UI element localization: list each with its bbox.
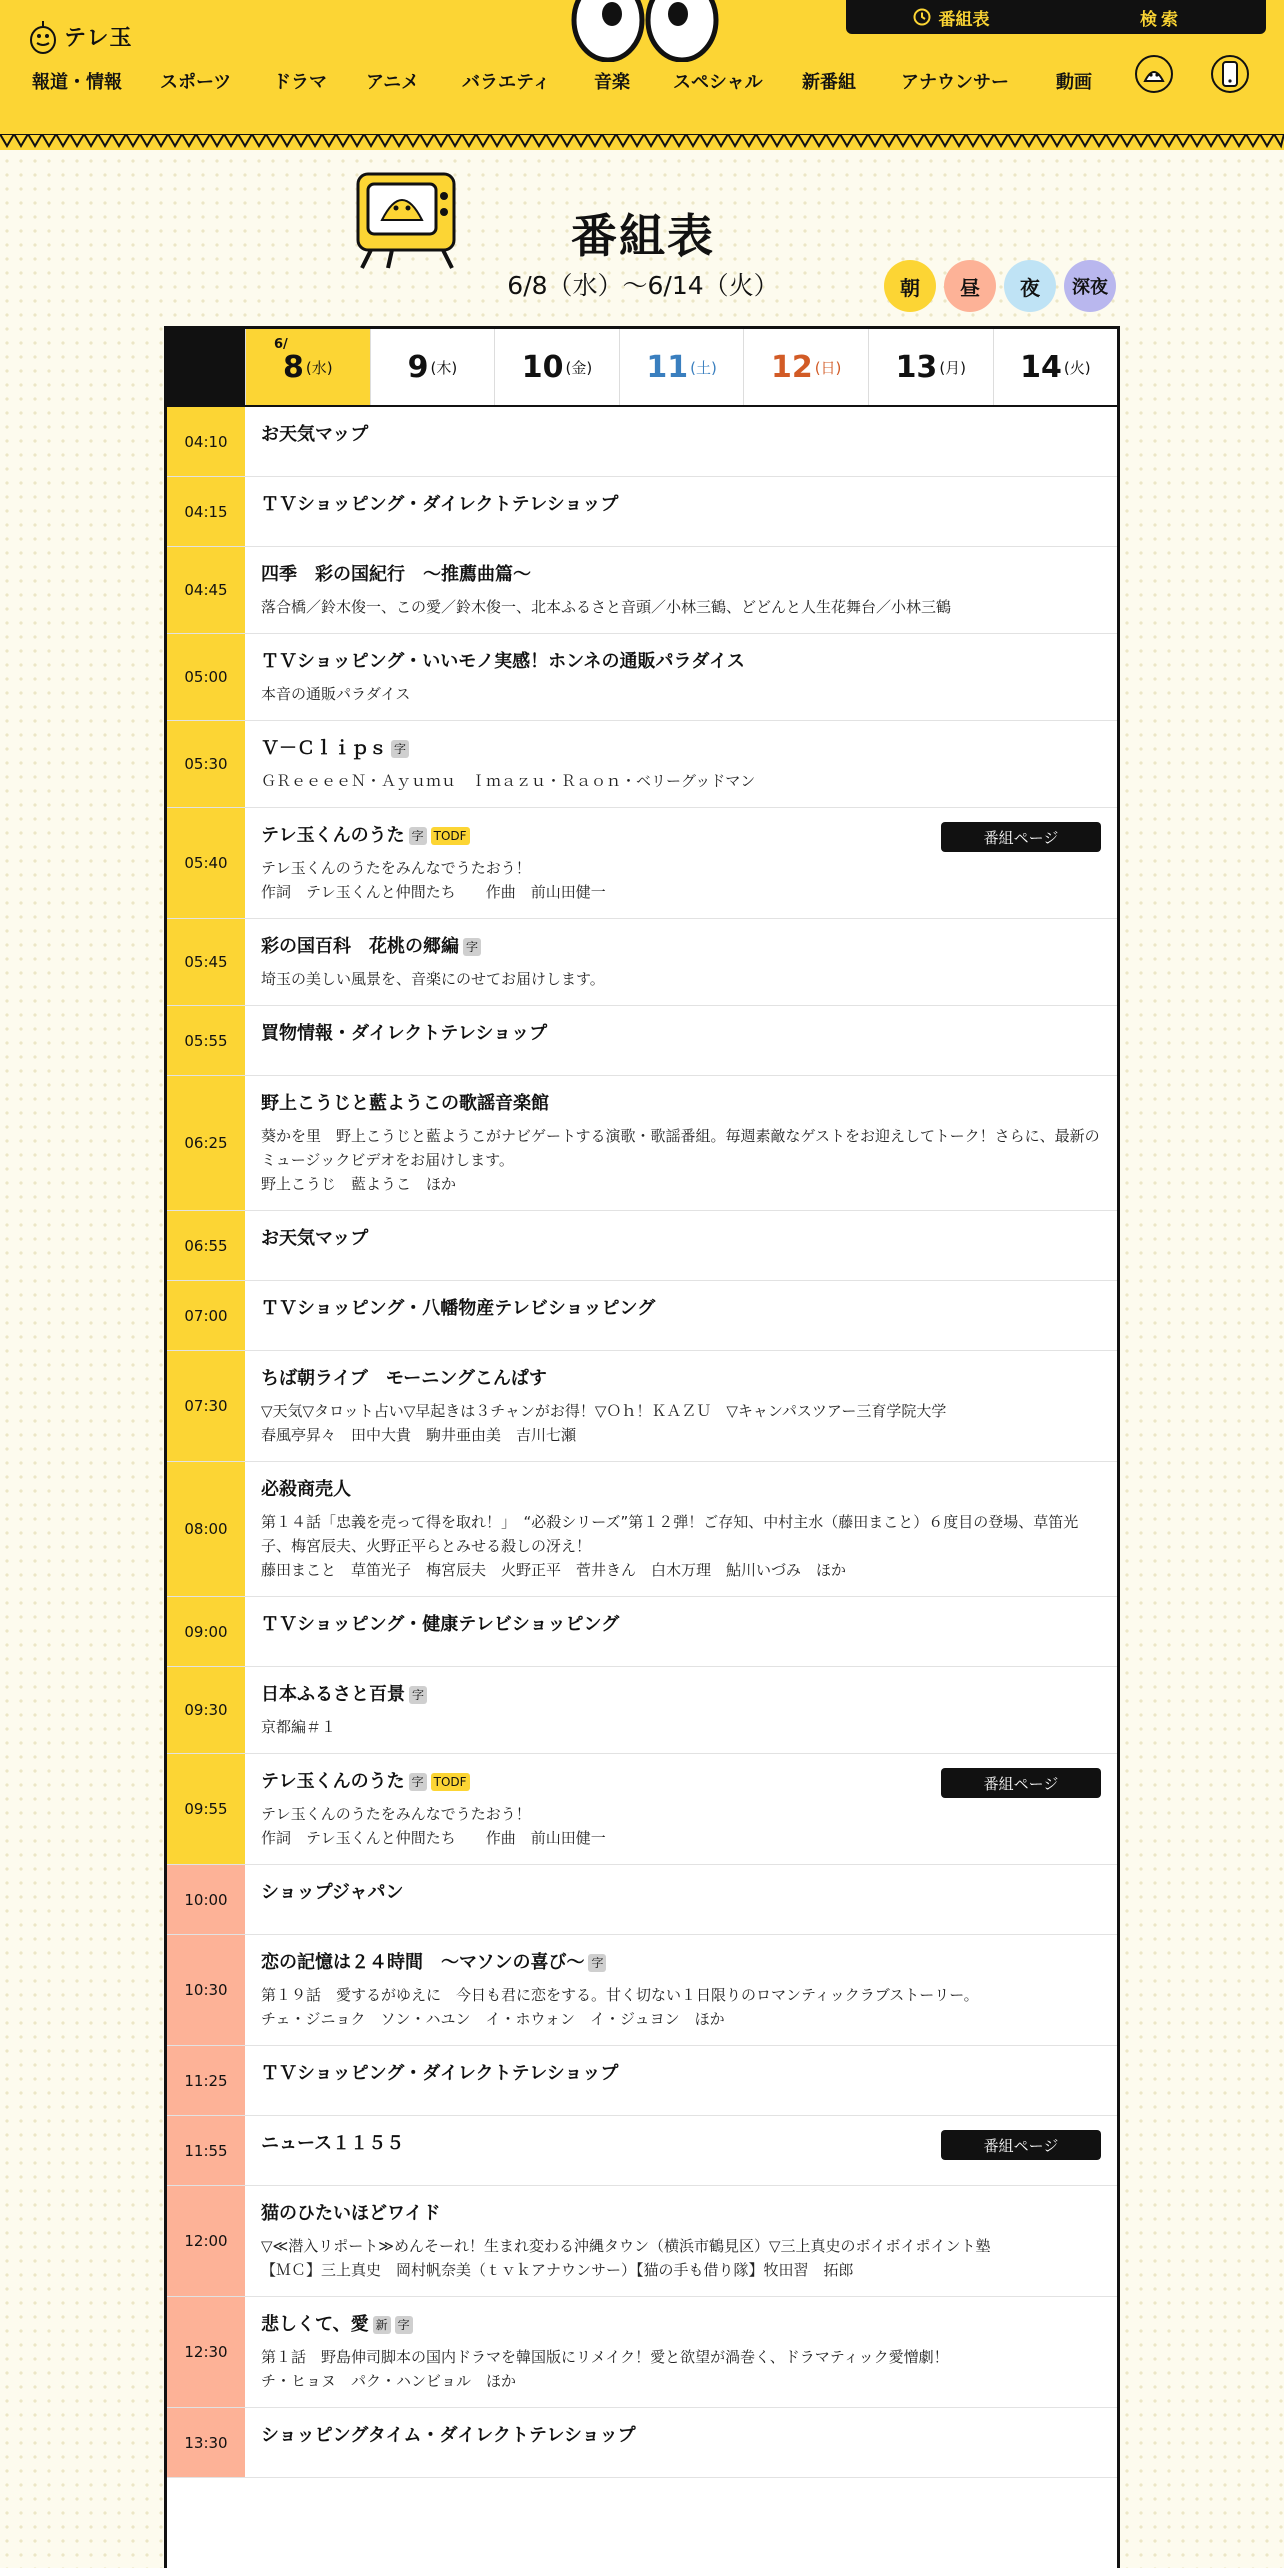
program-row <box>167 919 1117 1006</box>
program-row <box>167 2408 1117 2478</box>
program-badge: 字 <box>463 938 481 956</box>
program-badge: TODF <box>431 1773 470 1791</box>
program-info <box>245 1076 1117 1210</box>
program-time: 13:30 <box>167 2408 245 2477</box>
day-number: 14 <box>1020 349 1062 385</box>
program-time: 04:45 <box>167 547 245 633</box>
program-info <box>245 919 1117 1005</box>
nav-drama[interactable]: ドラマ <box>273 72 327 93</box>
program-description: 京都編＃１ <box>261 1718 337 1736</box>
time-filter-late-night[interactable]: 深夜 <box>1064 260 1116 312</box>
program-title-line <box>261 563 1101 587</box>
day-number: 12 <box>770 349 813 385</box>
program-list <box>167 407 1117 2478</box>
program-title[interactable]: 恋の記憶は２４時間 ～マソンの喜び～ <box>261 1952 585 1973</box>
program-time: 07:30 <box>167 1351 245 1461</box>
time-filter-daytime[interactable]: 昼 <box>944 260 996 312</box>
program-row <box>167 634 1117 721</box>
program-title[interactable]: お天気マップ <box>261 1228 369 1249</box>
day-tab[interactable] <box>619 329 744 405</box>
program-description: 葵かを里 野上こうじと藍ようこがナビゲートする演歌・歌謡番組。毎週素敵なゲストをお迎えしてトーク！さらに、最新のミュージックビデオをお届けします。 野上こうじ 藍ようこ ほか <box>261 1127 1100 1193</box>
program-title[interactable]: ＴＶショッピング・ダイレクトテレショップ <box>261 494 619 515</box>
program-title-line <box>261 737 1101 761</box>
program-time: 05:45 <box>167 919 245 1005</box>
program-title[interactable]: ちば朝ライブ モーニングこんぱす <box>261 1368 547 1389</box>
program-time: 05:55 <box>167 1006 245 1075</box>
day-number: 13 <box>895 349 938 385</box>
program-info <box>245 2046 1117 2115</box>
program-page-button[interactable]: 番組ページ <box>941 2130 1101 2160</box>
program-row <box>167 2297 1117 2408</box>
schedule-table <box>164 326 1120 2568</box>
program-title-line <box>261 650 1101 674</box>
program-title-line <box>261 1951 1101 1975</box>
program-badge: 新 <box>373 2316 391 2334</box>
program-title-line <box>261 1227 1101 1251</box>
program-title[interactable]: 四季 彩の国紀行 ～推薦曲篇～ <box>261 564 531 585</box>
header-zigzag-edge <box>0 134 1284 150</box>
program-description: 第１話 野島伸司脚本の国内ドラマを韓国版にリメイク！愛と欲望が渦巻く、ドラマティック愛憎劇！ チ・ヒョヌ パク・ハンビョル ほか <box>261 2348 949 2390</box>
nav-special[interactable]: スペシャル <box>673 72 763 93</box>
day-number: 11 <box>646 349 689 385</box>
day-weekday: (土) <box>690 358 717 377</box>
program-time: 05:40 <box>167 808 245 918</box>
program-info <box>245 547 1117 633</box>
time-filter-group <box>884 260 1116 312</box>
program-info <box>245 1754 1117 1864</box>
program-row <box>167 808 1117 919</box>
teletama-mascot-icon[interactable] <box>1134 54 1174 94</box>
program-title-line <box>261 1022 1101 1046</box>
program-title-line <box>261 1881 1101 1905</box>
program-row <box>167 2186 1117 2297</box>
program-row <box>167 1754 1117 1865</box>
nav-news[interactable]: 報道・情報 <box>32 72 122 93</box>
program-badge: 字 <box>588 1954 606 1972</box>
day-number: 8 <box>283 349 304 385</box>
day-weekday: (金) <box>565 358 593 377</box>
program-time: 05:00 <box>167 634 245 720</box>
program-title[interactable]: ニュース１１５５ <box>261 2133 405 2154</box>
nav-new-program[interactable]: 新番組 <box>802 72 856 93</box>
program-title-line <box>261 423 1101 447</box>
program-row <box>167 407 1117 477</box>
program-time: 04:10 <box>167 407 245 476</box>
program-row <box>167 1462 1117 1597</box>
program-description: ＧＲｅｅｅｅＮ・Ａｙｕｍｕ Ｉｍａｚｕ・Ｒａｏｎ・ベリーグッドマン <box>261 772 756 790</box>
program-badge: 字 <box>409 1686 427 1704</box>
program-badge: 字 <box>409 827 427 845</box>
program-row <box>167 2116 1117 2186</box>
program-info <box>245 2408 1117 2477</box>
nav-music[interactable]: 音楽 <box>594 72 630 93</box>
program-title-line <box>261 2313 1101 2337</box>
program-title-line <box>261 1613 1101 1637</box>
program-title[interactable]: ＴＶショッピング・八幡物産テレビショッピング <box>261 1298 656 1319</box>
program-row <box>167 1006 1117 1076</box>
program-info <box>245 1597 1117 1666</box>
day-header-row <box>167 329 1117 407</box>
page-title: 番組表 <box>571 209 715 263</box>
program-info <box>245 1006 1117 1075</box>
program-title-line <box>261 1092 1101 1116</box>
program-title-line <box>261 493 1101 517</box>
program-row <box>167 1935 1117 2046</box>
program-title-line <box>261 1478 1101 1502</box>
program-page-button[interactable]: 番組ページ <box>941 1768 1101 1798</box>
program-time: 10:00 <box>167 1865 245 1934</box>
program-time: 09:00 <box>167 1597 245 1666</box>
program-title[interactable]: 猫のひたいほどワイド <box>261 2203 441 2224</box>
program-description: テレ玉くんのうたをみんなでうたおう！ 作詞 テレ玉くんと仲間たち 作曲 前山田健一 <box>261 1805 606 1847</box>
program-description: テレ玉くんのうたをみんなでうたおう！ 作詞 テレ玉くんと仲間たち 作曲 前山田健一 <box>261 859 606 901</box>
program-title[interactable]: Ｖ－Ｃｌｉｐｓ <box>261 738 387 759</box>
program-description: 落合橋／鈴木俊一、この愛／鈴木俊一、北本ふるさと音頭／小林三鶴、どどんと人生花舞台／小林三鶴 <box>261 598 952 616</box>
program-time: 12:30 <box>167 2297 245 2407</box>
nav-announcer[interactable]: アナウンサー <box>901 72 1009 93</box>
program-time: 09:30 <box>167 1667 245 1753</box>
program-info <box>245 2186 1117 2296</box>
program-row <box>167 2046 1117 2116</box>
time-filter-morning[interactable]: 朝 <box>884 260 936 312</box>
program-info <box>245 634 1117 720</box>
teletama-app-icon[interactable] <box>1210 54 1250 94</box>
program-badge: 字 <box>409 1773 427 1791</box>
program-badge: 字 <box>395 2316 413 2334</box>
program-info <box>245 2297 1117 2407</box>
program-badge: 字 <box>391 740 409 758</box>
program-title-line <box>261 2062 1101 2086</box>
program-title[interactable]: ＴＶショッピング・健康テレビショッピング <box>261 1614 620 1635</box>
program-description: 本音の通販パラダイス <box>261 685 411 703</box>
program-title[interactable]: テレ玉くんのうた <box>261 1771 405 1792</box>
global-nav <box>0 58 1284 98</box>
program-row <box>167 1281 1117 1351</box>
program-info <box>245 1351 1117 1461</box>
program-row <box>167 1597 1117 1667</box>
program-title[interactable]: ＴＶショッピング・いいモノ実感！ホンネの通販パラダイス <box>261 651 745 672</box>
program-time: 09:55 <box>167 1754 245 1864</box>
program-time: 10:30 <box>167 1935 245 2045</box>
nav-video[interactable]: 動画 <box>1056 72 1092 93</box>
program-time: 07:00 <box>167 1281 245 1350</box>
program-title[interactable]: 必殺商売人 <box>261 1479 351 1500</box>
day-tab[interactable] <box>245 329 370 405</box>
day-weekday: (火) <box>1063 358 1091 377</box>
nav-anime[interactable]: アニメ <box>366 72 420 93</box>
program-badge: TODF <box>431 827 470 845</box>
program-time: 05:30 <box>167 721 245 807</box>
mascot-eyes-icon <box>570 0 720 62</box>
schedule-button-label: 番組表 <box>938 9 990 30</box>
program-time: 04:15 <box>167 477 245 546</box>
program-title-line <box>261 1297 1101 1321</box>
program-info <box>245 1211 1117 1280</box>
nav-sports[interactable]: スポーツ <box>160 72 232 93</box>
day-tab[interactable] <box>743 329 868 405</box>
program-row <box>167 1351 1117 1462</box>
program-time: 11:25 <box>167 2046 245 2115</box>
program-row <box>167 547 1117 634</box>
logo-text: テレ玉 <box>64 25 133 51</box>
program-title[interactable]: お天気マップ <box>261 424 369 445</box>
day-tab[interactable] <box>868 329 993 405</box>
clock-icon <box>913 8 931 26</box>
header-corner <box>167 329 245 405</box>
tv-mascot-icon <box>352 170 462 270</box>
day-weekday: (日) <box>814 358 842 377</box>
day-number: 9 <box>407 349 429 385</box>
program-time: 12:00 <box>167 2186 245 2296</box>
program-title[interactable]: ＴＶショッピング・ダイレクトテレショップ <box>261 2063 619 2084</box>
program-title[interactable]: ショップジャパン <box>261 1882 404 1903</box>
program-title-line <box>261 2424 1101 2448</box>
program-info <box>245 2116 1117 2185</box>
date-range: 6/8（水）〜6/14（火） <box>507 271 779 300</box>
day-number: 10 <box>521 349 564 385</box>
program-row <box>167 1865 1117 1935</box>
schedule-button[interactable] <box>846 0 1056 34</box>
program-time: 06:25 <box>167 1076 245 1210</box>
program-title[interactable]: 悲しくて、愛 <box>261 2314 369 2335</box>
program-description: 埼玉の美しい風景を、音楽にのせてお届けします。 <box>261 970 605 988</box>
day-month: 6/ <box>274 337 288 352</box>
program-description: ▽天気▽タロット占い▽早起きは３チャンがお得！▽Ｏｈ！ＫＡＺＵ ▽キャンパスツアー三育学院大学 春風亭昇々 田中大貴 駒井亜由美 吉川七瀬 <box>261 1402 947 1444</box>
program-title-line <box>261 935 1101 959</box>
program-time: 06:55 <box>167 1211 245 1280</box>
program-info <box>245 1281 1117 1350</box>
nav-variety[interactable]: バラエティ <box>462 72 551 93</box>
program-info <box>245 1462 1117 1596</box>
day-tab[interactable] <box>370 329 495 405</box>
program-row <box>167 1211 1117 1281</box>
day-weekday: (木) <box>430 358 458 377</box>
program-title[interactable]: 日本ふるさと百景 <box>261 1684 405 1705</box>
program-info <box>245 721 1117 807</box>
program-description: ▽≪潜入リポート≫めんそーれ！生まれ変わる沖縄タウン（横浜市鶴見区）▽三上真史のボイボイポイント塾 【ＭＣ】三上真史 岡村帆奈美（ｔｖｋアナウンサー）【猫の手も借り隊】牧田習 拓郎 <box>261 2237 991 2279</box>
search-button[interactable]: 検索 <box>1140 9 1182 30</box>
day-weekday: (月) <box>939 358 967 377</box>
program-title-line <box>261 1683 1101 1707</box>
program-title-line <box>261 2202 1101 2226</box>
program-description: 第１９話 愛するがゆえに 今日も君に恋をする。甘く切ない１日限りのロマンティックラブストーリー。 チェ・ジニョク ソン・ハユン イ・ホウォン イ・ジュヨン ほか <box>261 1986 979 2028</box>
program-row <box>167 1667 1117 1754</box>
program-description: 第１４話「忠義を売って得を取れ！」 “必殺シリーズ”第１２弾！ご存知、中村主水（藤田まこと）６度目の登場、草笛光子、梅宮辰夫、火野正平らとみせる殺しの冴え！ 藤田まこと 草笛光子 梅宮辰夫 火野正平 菅井きん 白木万理 鮎川いづみ ほか <box>261 1513 1079 1579</box>
program-page-button[interactable]: 番組ページ <box>941 822 1101 852</box>
program-time: 11:55 <box>167 2116 245 2185</box>
top-button-bar <box>846 0 1266 34</box>
day-tab[interactable] <box>993 329 1118 405</box>
program-info <box>245 1667 1117 1753</box>
program-row <box>167 477 1117 547</box>
site-logo[interactable] <box>28 16 133 56</box>
program-info <box>245 808 1117 918</box>
program-title[interactable]: ショッピングタイム・ダイレクトテレショップ <box>261 2425 636 2446</box>
program-time: 08:00 <box>167 1462 245 1596</box>
program-title[interactable]: 野上こうじと藍ようこの歌謡音楽館 <box>261 1093 549 1114</box>
teletama-logo-icon <box>28 16 58 56</box>
program-title[interactable]: テレ玉くんのうた <box>261 825 405 846</box>
site-header <box>0 0 1284 150</box>
program-info <box>245 1865 1117 1934</box>
program-row <box>167 1076 1117 1211</box>
program-title-line <box>261 1367 1101 1391</box>
day-weekday: (水) <box>305 358 333 377</box>
program-title[interactable]: 彩の国百科 花桃の郷編 <box>261 936 459 957</box>
time-filter-night[interactable]: 夜 <box>1004 260 1056 312</box>
program-row <box>167 721 1117 808</box>
day-tab[interactable] <box>494 329 619 405</box>
program-info <box>245 477 1117 546</box>
program-title[interactable]: 買物情報・ダイレクトテレショップ <box>261 1023 548 1044</box>
program-info <box>245 407 1117 476</box>
program-info <box>245 1935 1117 2045</box>
